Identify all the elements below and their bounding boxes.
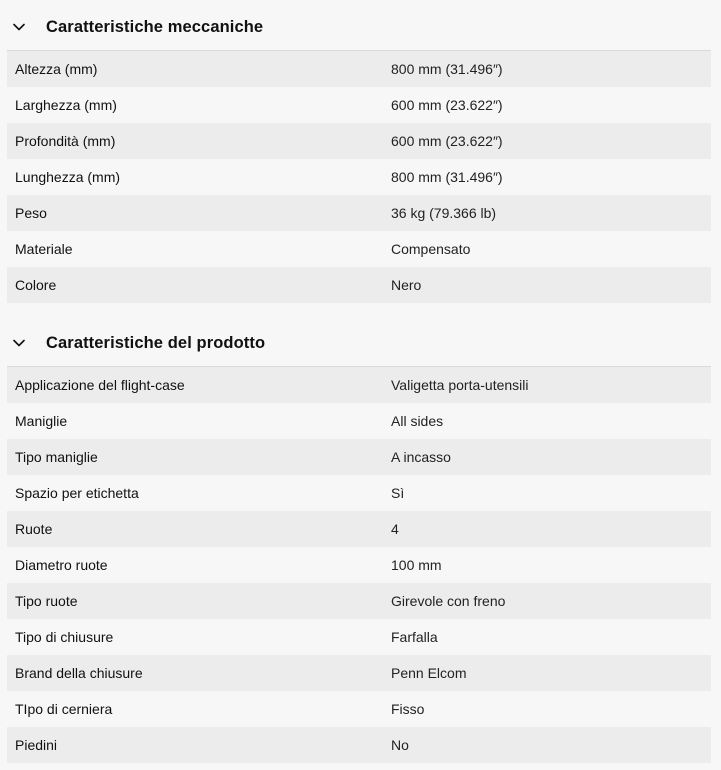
spec-label: Profondità (mm) xyxy=(15,133,116,149)
spec-value: Farfalla xyxy=(391,629,438,645)
spec-row-tipo-maniglie xyxy=(7,439,711,475)
spec-row-tipo-chiusure xyxy=(7,619,711,655)
section-title: Caratteristiche del prodotto xyxy=(46,333,266,352)
spec-label: Tipo di chiusure xyxy=(15,629,114,645)
section-mechanical xyxy=(7,4,711,303)
section-header-mechanical[interactable] xyxy=(7,4,711,51)
spec-label: Applicazione del flight-case xyxy=(15,377,185,393)
spec-row-larghezza xyxy=(7,87,711,123)
spec-label: TIpo di cerniera xyxy=(15,701,113,717)
spec-value: Compensato xyxy=(391,241,471,257)
spec-row-maniglie xyxy=(7,403,711,439)
section-title: Caratteristiche meccaniche xyxy=(46,17,264,36)
spec-row-peso xyxy=(7,195,711,231)
spec-value: Valigetta porta-utensili xyxy=(391,377,529,393)
chevron-down-icon[interactable] xyxy=(12,20,26,34)
spec-value: Nero xyxy=(391,277,422,293)
spec-label: Materiale xyxy=(15,241,73,257)
spec-label: Maniglie xyxy=(15,413,68,429)
spec-row-ruote xyxy=(7,511,711,547)
spec-label: Brand della chiusure xyxy=(15,665,143,681)
section-product xyxy=(7,320,711,763)
spec-row-tipo-ruote xyxy=(7,583,711,619)
spec-row-profondita xyxy=(7,123,711,159)
spec-label: Altezza (mm) xyxy=(15,61,98,77)
spec-label: Colore xyxy=(15,277,57,293)
spec-label: Peso xyxy=(15,205,47,221)
spec-row-materiale xyxy=(7,231,711,267)
spec-value: 36 kg (79.366 lb) xyxy=(391,205,497,221)
spec-label: Ruote xyxy=(15,521,53,537)
spec-row-altezza xyxy=(7,51,711,87)
chevron-down-icon[interactable] xyxy=(12,336,26,350)
spec-row-brand-chiusure xyxy=(7,655,711,691)
spec-value: 600 mm (23.622″) xyxy=(391,97,503,113)
spec-label: Spazio per etichetta xyxy=(15,485,139,501)
spec-row-lunghezza xyxy=(7,159,711,195)
spec-value: A incasso xyxy=(391,449,451,465)
spec-label: Lunghezza (mm) xyxy=(15,169,121,185)
spec-value: Penn Elcom xyxy=(391,665,467,681)
spec-row-diametro-ruote xyxy=(7,547,711,583)
spec-value: Sì xyxy=(391,485,405,501)
spec-value: Fisso xyxy=(391,701,425,717)
spec-row-tipo-cerniera xyxy=(7,691,711,727)
section-header-product[interactable] xyxy=(7,320,711,367)
spec-label: Piedini xyxy=(15,737,58,753)
spec-row-applicazione xyxy=(7,367,711,403)
spec-value: All sides xyxy=(391,413,444,429)
spec-table xyxy=(7,51,711,303)
spec-value: 800 mm (31.496″) xyxy=(391,169,503,185)
spec-table xyxy=(7,367,711,763)
spec-row-spazio-etichetta xyxy=(7,475,711,511)
spec-value: No xyxy=(391,737,409,753)
spec-value: 100 mm xyxy=(391,557,442,573)
spec-label: Tipo maniglie xyxy=(15,449,98,465)
spec-label: Diametro ruote xyxy=(15,557,108,573)
spec-value: 600 mm (23.622″) xyxy=(391,133,503,149)
spec-value: Girevole con freno xyxy=(391,593,506,609)
spec-label: Tipo ruote xyxy=(15,593,78,609)
spec-value: 800 mm (31.496″) xyxy=(391,61,503,77)
spec-label: Larghezza (mm) xyxy=(15,97,117,113)
spec-row-piedini xyxy=(7,727,711,763)
spec-row-colore xyxy=(7,267,711,303)
spec-value: 4 xyxy=(391,521,399,537)
